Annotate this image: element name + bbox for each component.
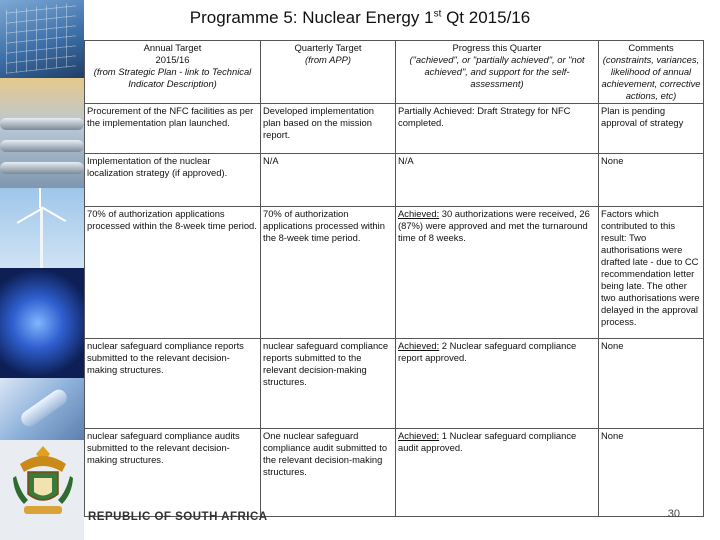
annual-target-cell: nuclear safeguard compliance reports submitted to the relevant decision-making structures. [85,339,261,429]
header-row [85,41,704,104]
pipeline-photo [0,78,84,188]
footer-country-label: REPUBLIC OF SOUTH AFRICA [88,511,268,523]
annual-target-cell: nuclear safeguard compliance audits submitted to the relevant decision-making structures. [85,429,261,517]
progress-cell: Achieved: 1 Nuclear safeguard compliance audit approved. [396,429,599,517]
header-annual-target: Annual Target 2015/16 (from Strategic Plan - link to Technical Indicator Description) [85,41,261,104]
quarterly-target-cell: One nuclear safeguard compliance audit submitted to the relevant decision-making structures. [261,429,396,517]
comments-cell: None [599,154,704,207]
progress-table [84,40,704,517]
page-number: 30 [667,508,680,520]
progress-cell: Partially Achieved: Draft Strategy for NFC completed. [396,104,599,154]
progress-cell: Achieved: 30 authorizations were received, 26 (87%) were approved and met the turnaround time of 8 weeks. [396,207,599,339]
coat-of-arms-icon [10,442,76,522]
table-row [85,154,704,207]
page-title: Programme 5: Nuclear Energy 1st Qt 2015/16 [189,8,531,27]
annual-target-cell: 70% of authorization applications processed within the 8-week time period. [85,207,261,339]
header-comments: Comments (constraints, variances, likelihood of annual achievement, corrective actions, etc) [599,41,704,104]
progress-cell: N/A [396,154,599,207]
progress-cell: Achieved: 2 Nuclear safeguard compliance report approved. [396,339,599,429]
comments-cell: None [599,339,704,429]
table-row [85,104,704,154]
fuel-rod-photo [0,378,84,440]
header-quarterly-target: Quarterly Target (from APP) [261,41,396,104]
plasma-photo [0,268,84,378]
annual-target-cell: Implementation of the nuclear localization strategy (if approved). [85,154,261,207]
annual-target-cell: Procurement of the NFC facilities as per the implementation plan launched. [85,104,261,154]
quarterly-target-cell: nuclear safeguard compliance reports submitted to the relevant decision-making structures. [261,339,396,429]
comments-cell: Factors which contributed to this result: Two authorisations were drafted late - due to CC recommendation letter being late. The other two authorisations were delayed in the approval process. [599,207,704,339]
table-row [85,339,704,429]
quarterly-target-cell: 70% of authorization applications processed within the 8-week time period. [261,207,396,339]
header-progress: Progress this Quarter ("achieved", or "partially achieved", or "not achieved", and support for the self-assessment) [396,41,599,104]
table-row [85,429,704,517]
comments-cell: Plan is pending approval of strategy [599,104,704,154]
table-row [85,207,704,339]
comments-cell: None [599,429,704,517]
wind-turbine-photo [0,188,84,268]
quarterly-target-cell: N/A [261,154,396,207]
quarterly-target-cell: Developed implementation plan based on the mission report. [261,104,396,154]
